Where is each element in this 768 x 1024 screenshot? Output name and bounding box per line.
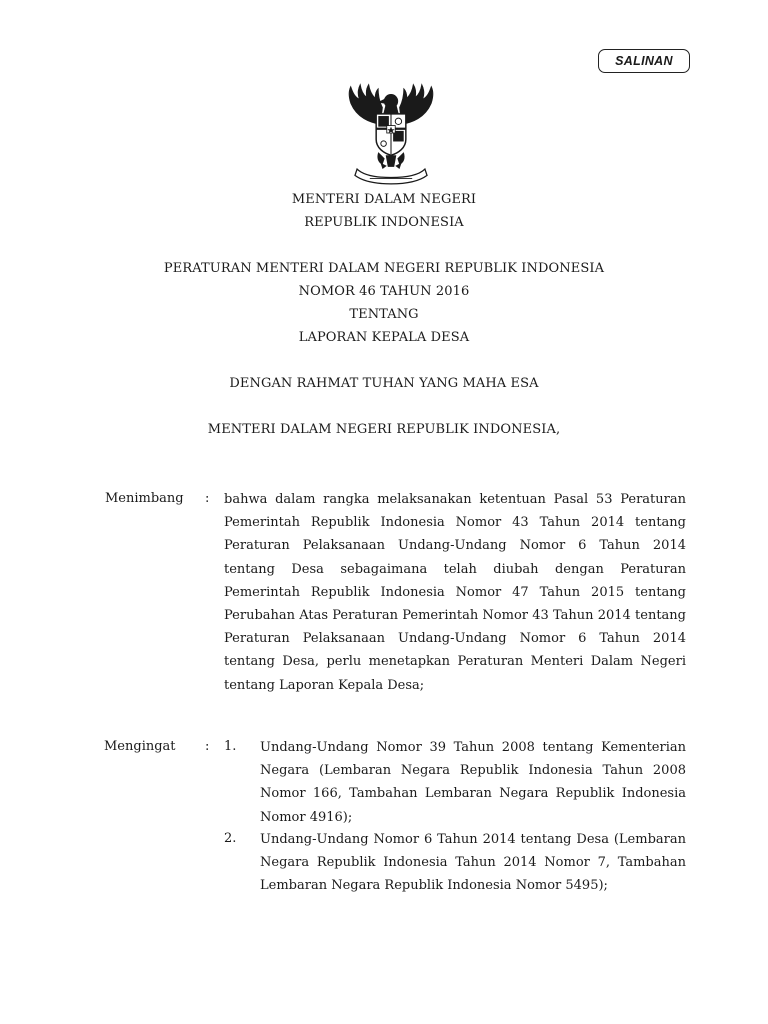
mengingat-item-text: Undang-Undang Nomor 39 Tahun 2008 tentang Kementerian Negara (Lembaran Negara Republik Indonesia Tahun 2008 Nomor 166, Tambahan Lembaran Negara Republik Indonesia Nomor 4916); bbox=[260, 740, 686, 825]
regulation-number: NOMOR 46 TAHUN 2016 bbox=[298, 284, 470, 299]
blessing-line: DENGAN RAHMAT TUHAN YANG MAHA ESA bbox=[229, 376, 539, 391]
regulation-about: TENTANG bbox=[349, 307, 419, 322]
regulation-title: PERATURAN MENTERI DALAM NEGERI REPUBLIK INDONESIA bbox=[163, 261, 605, 276]
issuer-country: REPUBLIK INDONESIA bbox=[304, 215, 464, 230]
regulation-subject: LAPORAN KEPALA DESA bbox=[298, 330, 470, 345]
menimbang-label: Menimbang bbox=[105, 491, 184, 506]
authority-line: MENTERI DALAM NEGERI REPUBLIK INDONESIA, bbox=[207, 422, 561, 437]
mengingat-colon: : bbox=[205, 739, 210, 754]
menimbang-text: bahwa dalam rangka melaksanakan ketentuan Pasal 53 Peraturan Pemerintah Republik Indonesia Nomor 43 Tahun 2014 tentang Peraturan Pelaksanaan Undang-Undang Nomor 6 Tahun 2014 tentang Desa sebagaimana telah diubah dengan Peraturan Pemerintah Republik Indonesia Nomor 47 Tahun 2015 tentang Perubahan Atas Peraturan Pemerintah Nomor 43 Tahun 2014 tentang Peraturan Pelaksanaan Undang-Undang Nomor 6 Tahun 2014 tentang Desa, perlu menetapkan Peraturan Menteri Dalam Negeri tentang Laporan Kepala Desa; bbox=[224, 492, 686, 693]
mengingat-item-text: Undang-Undang Nomor 6 Tahun 2014 tentang Desa (Lembaran Negara Republik Indonesia Tahun 2014 Nomor 7, Tambahan Lembaran Negara Republik Indonesia Nomor 5495); bbox=[260, 832, 686, 894]
mengingat-item-number: 2. bbox=[224, 831, 237, 846]
mengingat-label: Mengingat bbox=[104, 739, 176, 754]
mengingat-item-number: 1. bbox=[224, 739, 237, 754]
issuer-title: MENTERI DALAM NEGERI bbox=[291, 192, 477, 207]
salinan-badge: SALINAN bbox=[598, 49, 690, 73]
menimbang-colon: : bbox=[205, 491, 210, 506]
garuda-emblem-icon bbox=[338, 80, 444, 186]
